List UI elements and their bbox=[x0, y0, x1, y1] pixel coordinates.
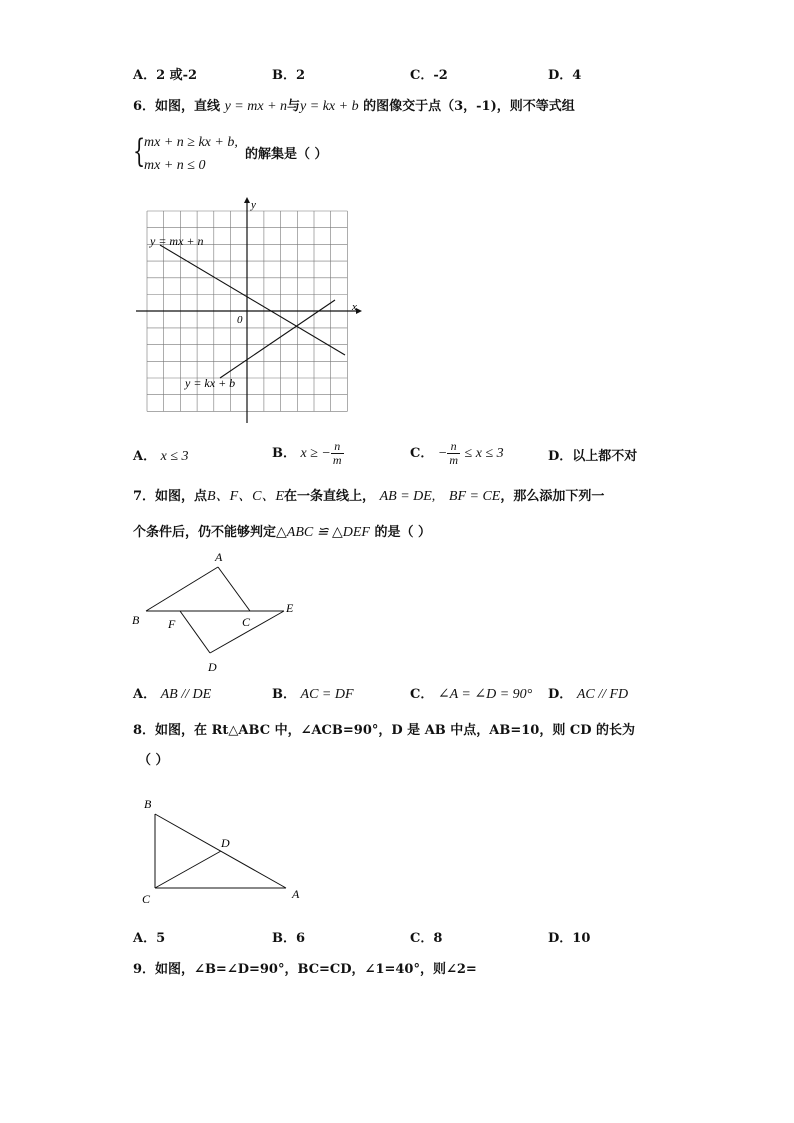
q5-option-b: B．2 bbox=[272, 68, 306, 83]
q7-figure bbox=[128, 545, 308, 675]
q7-label-e: E bbox=[286, 601, 294, 615]
q6-option-c bbox=[410, 440, 504, 467]
q6-option-c-num: n bbox=[447, 440, 460, 454]
q8-label-b: B bbox=[144, 797, 152, 811]
q7-option-b bbox=[272, 686, 354, 704]
q6-option-b-math: x ≥ − bbox=[300, 446, 331, 461]
q6-option-b-fraction bbox=[331, 440, 344, 467]
q7-seg-ac bbox=[218, 567, 250, 611]
q6-label-line2: y = kx + b bbox=[185, 376, 236, 390]
q7-option-c bbox=[410, 686, 532, 704]
q6-y-arrow bbox=[244, 197, 250, 203]
q6-label-x: x bbox=[352, 301, 357, 313]
q8-label-c: C bbox=[142, 892, 151, 906]
q7-stem-line1 bbox=[133, 488, 604, 506]
q6-label-y: y bbox=[251, 199, 256, 211]
q6-label-origin: 0 bbox=[237, 314, 243, 326]
q7-option-a bbox=[133, 686, 211, 704]
q6-option-a-prefix: A． bbox=[133, 449, 157, 464]
q7-option-a-math: AB // DE bbox=[160, 687, 212, 702]
q7-stem-c: ，那么添加下列一 bbox=[500, 489, 605, 504]
q6-line2-eq: y = kx + b bbox=[300, 99, 359, 114]
q9-stem-line1: 9．如图，∠B=∠D=90°，BC=CD，∠1=40°，则∠2= bbox=[133, 962, 477, 977]
q5-option-d: D．4 bbox=[548, 68, 582, 83]
q7-eq1: AB = DE, bbox=[379, 489, 436, 504]
q7-stem-line2 bbox=[133, 524, 431, 542]
q6-mid: 与 bbox=[287, 99, 301, 114]
q6-option-c-fraction bbox=[447, 440, 460, 467]
q6-option-b-prefix: B． bbox=[272, 446, 296, 461]
q6-number: 6．如图，直线 bbox=[133, 99, 221, 114]
q7-option-d-math: AC // FD bbox=[576, 687, 629, 702]
q6-line1-eq: y = mx + n bbox=[224, 99, 288, 114]
q6-option-b-num: n bbox=[331, 440, 344, 454]
q6-option-a-math: x ≤ 3 bbox=[160, 449, 189, 464]
q8-option-c: C．8 bbox=[410, 931, 443, 946]
q6-graph bbox=[130, 195, 370, 427]
q8-stem-line2: （ ） bbox=[138, 753, 169, 768]
q7-label-d: D bbox=[208, 660, 217, 674]
q8-seg-cd bbox=[155, 851, 221, 888]
q7-eq2: BF = CE bbox=[448, 489, 501, 504]
q7-seg-ba bbox=[146, 567, 218, 611]
q7-points: B、F、C、E bbox=[207, 489, 285, 504]
q7-label-c: C bbox=[242, 615, 251, 629]
q6-system-line1: mx + n ≥ kx + b, bbox=[144, 135, 238, 150]
q7-stem-b: 在一条直线上， bbox=[284, 489, 376, 504]
q5-option-c: C．-2 bbox=[410, 68, 448, 83]
q7-label-b: B bbox=[132, 613, 140, 627]
q7-option-c-prefix: C． bbox=[410, 687, 434, 702]
q8-stem-line1: 8．如图，在 Rt△ABC 中，∠ACB=90°，D 是 AB 中点，AB=10，则 CD 的长为 bbox=[133, 723, 636, 738]
q7-label-f: F bbox=[168, 617, 176, 631]
q6-system-brace: { bbox=[133, 132, 146, 170]
q6-option-c-math: ≤ x ≤ 3 bbox=[464, 446, 504, 461]
q6-system-line2: mx + n ≤ 0 bbox=[144, 158, 206, 173]
q7-option-c-math: ∠A = ∠D = 90° bbox=[437, 687, 533, 702]
q7-seg-fd bbox=[180, 611, 210, 653]
q7-congruence: △ABC ≌ △DEF bbox=[276, 525, 370, 540]
q6-suffix: 的解集是（ ） bbox=[245, 147, 328, 162]
q7-stem-a: 7．如图，点 bbox=[133, 489, 208, 504]
q6-option-b bbox=[272, 440, 344, 467]
q6-option-b-den: m bbox=[332, 453, 342, 467]
q6-label-line1: y = mx + n bbox=[150, 234, 204, 248]
q6-option-c-prefix: C． bbox=[410, 446, 434, 461]
q8-option-d: D．10 bbox=[548, 931, 591, 946]
q7-option-b-prefix: B． bbox=[272, 687, 296, 702]
q6-tail: 的图像交于点（3，-1)，则不等式组 bbox=[363, 99, 575, 114]
q8-option-b: B．6 bbox=[272, 931, 306, 946]
q8-label-d: D bbox=[221, 836, 230, 850]
q7-option-a-prefix: A． bbox=[133, 687, 157, 702]
q6-option-d: D．以上都不对 bbox=[548, 449, 638, 464]
q6-option-c-minus: − bbox=[437, 446, 448, 461]
q8-option-a: A．5 bbox=[133, 931, 166, 946]
q7-option-b-math: AC = DF bbox=[300, 687, 354, 702]
q8-figure bbox=[136, 792, 316, 912]
q6-option-c-den: m bbox=[449, 453, 459, 467]
q8-label-a: A bbox=[292, 887, 300, 901]
q7-option-d-prefix: D． bbox=[548, 687, 573, 702]
q6-option-a bbox=[133, 448, 189, 466]
q6-line-mx-n bbox=[160, 245, 345, 355]
q5-option-a: A．2 或-2 bbox=[133, 68, 198, 83]
q7-stem-d: 个条件后，仍不能够判定 bbox=[133, 525, 277, 540]
q6-stem bbox=[133, 98, 575, 116]
q7-option-d bbox=[548, 686, 628, 704]
q6-x-arrow bbox=[356, 308, 362, 314]
q7-stem-e: 的是（ ） bbox=[374, 525, 431, 540]
q7-label-a: A bbox=[215, 550, 223, 564]
